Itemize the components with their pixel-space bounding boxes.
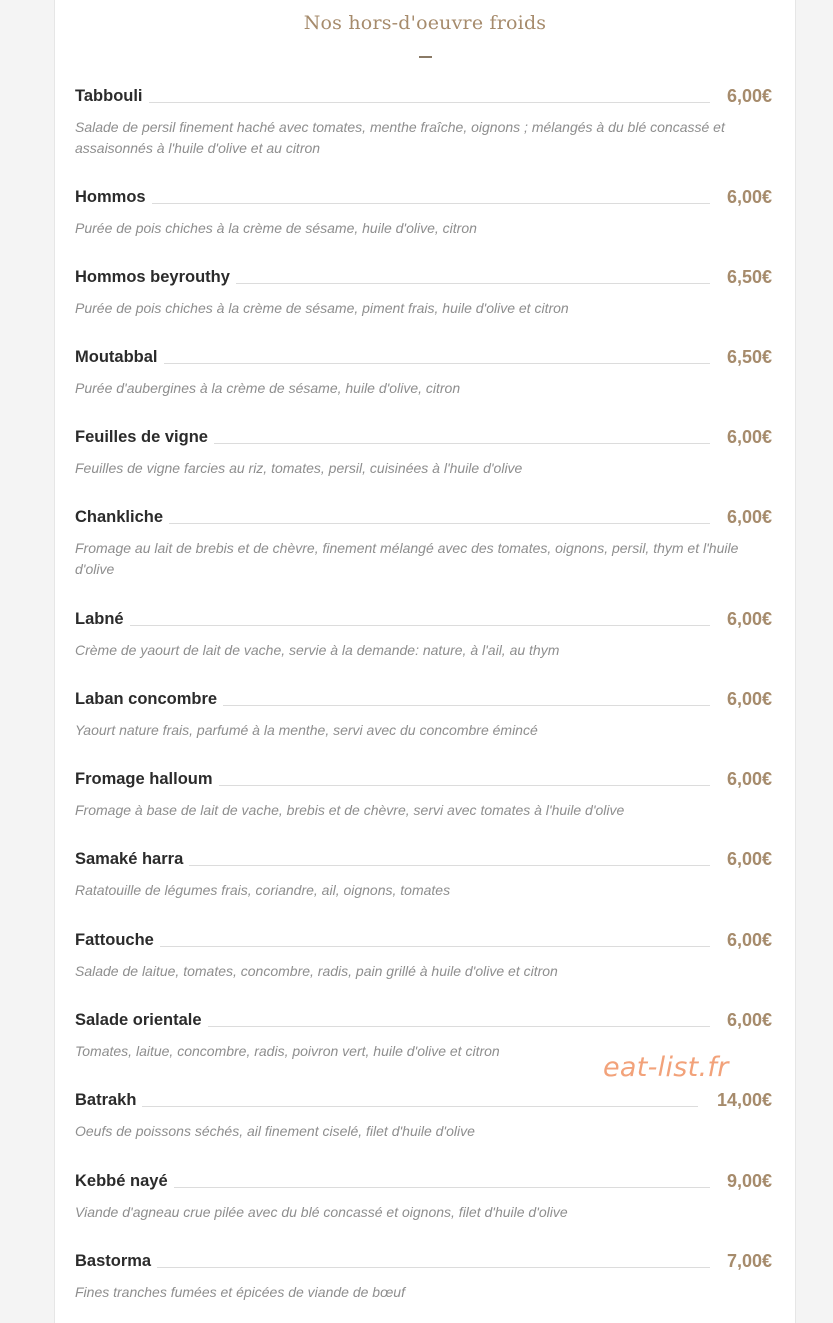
item-name: Laban concombre — [75, 690, 223, 709]
price-leader — [75, 946, 710, 947]
item-name: Hommos beyrouthy — [75, 268, 236, 287]
item-price: 14,00€ — [716, 1090, 772, 1110]
price-leader — [75, 1106, 698, 1107]
item-price: 6,00€ — [726, 609, 772, 629]
item-name: Samaké harra — [75, 850, 189, 869]
item-price: 6,00€ — [726, 187, 772, 207]
item-description: Viande d'agneau crue pilée avec du blé concassé et oignons, filet d'huile d'olive — [75, 1204, 568, 1220]
menu-page — [54, 0, 796, 1323]
item-name: Moutabbal — [75, 348, 164, 367]
menu-item — [75, 610, 772, 661]
item-price: 6,00€ — [726, 86, 772, 106]
item-price: 6,50€ — [726, 267, 772, 287]
menu-item — [75, 1252, 772, 1303]
item-description: Purée de pois chiches à la crème de sésame, piment frais, huile d'olive et citron — [75, 300, 569, 316]
item-description: Tomates, laitue, concombre, radis, poivron vert, huile d'olive et citron — [75, 1043, 500, 1059]
menu-item — [75, 1172, 772, 1223]
item-description: Salade de laitue, tomates, concombre, radis, pain grillé à huile d'olive et citron — [75, 963, 558, 979]
menu-item — [75, 508, 772, 580]
price-leader — [75, 203, 710, 204]
item-description: Purée d'aubergines à la crème de sésame, huile d'olive, citron — [75, 380, 461, 396]
item-name: Fromage halloum — [75, 770, 219, 789]
item-name: Kebbé nayé — [75, 1172, 174, 1191]
price-leader — [75, 523, 710, 524]
title-divider — [419, 56, 432, 58]
item-price: 6,00€ — [726, 507, 772, 527]
section-title: Nos hors-d'oeuvre froids — [303, 12, 547, 34]
item-description: Oeufs de poissons séchés, ail finement ciselé, filet d'huile d'olive — [75, 1123, 475, 1139]
item-description: Crème de yaourt de lait de vache, servie à la demande: nature, à l'ail, au thym — [75, 642, 560, 658]
item-price: 7,00€ — [726, 1251, 772, 1271]
item-name: Chankliche — [75, 508, 169, 527]
item-price: 6,00€ — [726, 1010, 772, 1030]
menu-item — [75, 268, 772, 319]
price-leader — [75, 102, 710, 103]
item-price: 6,00€ — [726, 769, 772, 789]
item-name: Batrakh — [75, 1091, 142, 1110]
item-description: Feuilles de vigne farcies au riz, tomates, persil, cuisinées à l'huile d'olive — [75, 460, 523, 476]
item-price: 9,00€ — [726, 1171, 772, 1191]
menu-item — [75, 348, 772, 399]
menu-item — [75, 87, 772, 159]
item-price: 6,50€ — [726, 347, 772, 367]
item-price: 6,00€ — [726, 689, 772, 709]
price-leader — [75, 625, 710, 626]
item-description: Fromage à base de lait de vache, brebis et de chèvre, servi avec tomates à l'huile d'olive — [75, 802, 625, 818]
item-price: 6,00€ — [726, 427, 772, 447]
item-name: Feuilles de vigne — [75, 428, 214, 447]
item-name: Salade orientale — [75, 1011, 208, 1030]
price-leader — [75, 363, 710, 364]
item-description: Fines tranches fumées et épicées de viande de bœuf — [75, 1284, 405, 1300]
item-name: Tabbouli — [75, 87, 149, 106]
item-description: Yaourt nature frais, parfumé à la menthe, servi avec du concombre émincé — [75, 722, 538, 738]
menu-item — [75, 690, 772, 741]
menu-item — [75, 1091, 772, 1142]
menu-item — [75, 770, 772, 821]
menu-item — [75, 428, 772, 479]
item-description: Salade de persil finement haché avec tomates, menthe fraîche, oignons ; mélangés à du blé concassé et assaisonnés à l'huile d'olive et au citron — [75, 119, 725, 156]
item-name: Labné — [75, 610, 130, 629]
menu-item — [75, 931, 772, 982]
menu-item — [75, 850, 772, 901]
menu-item — [75, 188, 772, 239]
item-description: Ratatouille de légumes frais, coriandre, ail, oignons, tomates — [75, 882, 451, 898]
item-price: 6,00€ — [726, 849, 772, 869]
item-description: Fromage au lait de brebis et de chèvre, finement mélangé avec des tomates, oignons, persil, thym et l'huile d'olive — [75, 540, 739, 577]
item-price: 6,00€ — [726, 930, 772, 950]
item-name: Hommos — [75, 188, 152, 207]
watermark-text: eat-list.fr — [603, 1052, 729, 1083]
price-leader — [75, 1267, 710, 1268]
item-name: Bastorma — [75, 1252, 157, 1271]
item-description: Purée de pois chiches à la crème de sésame, huile d'olive, citron — [75, 220, 477, 236]
item-name: Fattouche — [75, 931, 160, 950]
